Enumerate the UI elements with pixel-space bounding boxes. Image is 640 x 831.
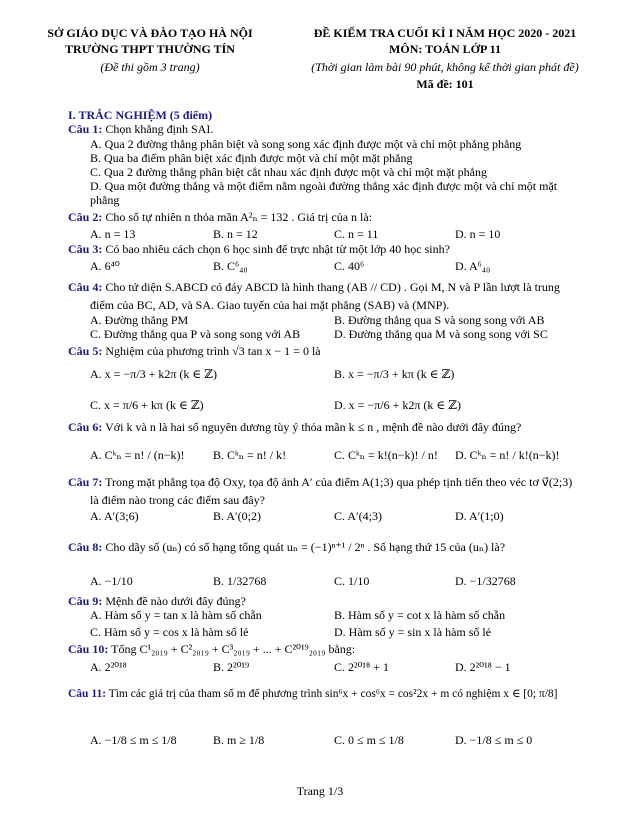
option-c: C. Đường thẳng qua P và song song với AB <box>90 327 301 341</box>
option-d: D. n = 10 <box>455 227 501 241</box>
option-d: D. −1/32768 <box>455 574 516 588</box>
option: D. Qua một đường thẳng và một điểm nằm ngoài đường thẳng xác định được một và chỉ một mặt <box>90 179 558 193</box>
question-7-line2: là điểm nào trong các điểm sau đây? <box>90 493 265 507</box>
option-a: A. Cᵏₙ = n! / (n−k)! <box>90 448 185 462</box>
question-text: Chọn khẳng định SAI. <box>105 122 214 136</box>
option-b: B. x = −π/3 + kπ (k ∈ ℤ) <box>334 367 455 381</box>
question-1 <box>68 122 213 137</box>
option-a: A. −1/10 <box>90 574 133 588</box>
question-label: Câu 3: <box>68 242 103 256</box>
question-text: Có bao nhiêu cách chọn 6 học sinh để trực nhật từ một lớp 40 học sinh? <box>105 242 450 256</box>
question-9 <box>68 594 246 609</box>
question-4-line2: điểm của BC, AD, và SA. Giao tuyến của hai mặt phẳng (SAB) và (MNP). <box>90 298 450 312</box>
option-b: B. 1/32768 <box>213 574 267 588</box>
question-label: Câu 2: <box>68 210 103 224</box>
page-footer: Trang 1/3 <box>296 784 344 798</box>
option-a: A. 6⁴⁰ <box>90 259 120 273</box>
option-b: B. 2²⁰¹⁹ <box>213 660 250 674</box>
option-d: D. 2²⁰¹⁸ − 1 <box>455 660 511 674</box>
option: C. Qua 2 đường thẳng phân biệt cắt nhau xác định được một và chỉ một mặt phẳng <box>90 165 487 179</box>
exam-title: ĐỀ KIỂM TRA CUỐI KÌ I NĂM HỌC 2020 - 2021 <box>313 26 577 40</box>
option-a: A. x = −π/3 + k2π (k ∈ ℤ) <box>90 367 218 381</box>
option: B. Qua ba điểm phân biệt xác định được một và chỉ một mặt phẳng <box>90 151 413 165</box>
question-text: Cho dãy số (uₙ) có số hạng tổng quát uₙ = (−1)ⁿ⁺¹ / 2ⁿ . Số hạng thứ 15 của (uₙ) là? <box>105 540 506 554</box>
question-text: Tổng C¹₂₀₁₉ + C²₂₀₁₉ + C³₂₀₁₉ + ... + C²⁰¹⁹₂₀₁₉ bằng: <box>111 642 356 656</box>
option-continuation: phẳng <box>90 193 120 207</box>
option-a: A. −1/8 ≤ m ≤ 1/8 <box>90 733 177 747</box>
question-11 <box>68 686 558 700</box>
option-d: D. Đường thẳng qua M và song song với SC <box>334 327 548 341</box>
option-c: C. A′(4;3) <box>334 509 382 523</box>
question-5 <box>68 344 321 359</box>
time-note: (Thời gian làm bài 90 phút, không kể thời gian phát đề) <box>311 60 579 74</box>
question-label: Câu 5: <box>68 344 103 358</box>
option-a: A. n = 13 <box>90 227 136 241</box>
question-3 <box>68 242 450 257</box>
question-text: Trong mặt phẳng tọa độ Oxy, tọa độ ảnh A′ của điểm A(1;3) qua phép tịnh tiến theo véc tơ v⃗(2;3) <box>105 475 573 489</box>
option-c: C. n = 11 <box>334 227 379 241</box>
question-4 <box>68 280 560 295</box>
option-c: C. x = π/6 + kπ (k ∈ ℤ) <box>90 398 204 412</box>
option-d: D. A′(1;0) <box>455 509 504 523</box>
question-label: Câu 11: <box>68 688 107 700</box>
option-b: B. A′(0;2) <box>213 509 261 523</box>
option: A. Qua 2 đường thẳng phân biệt và song song xác định được một và chỉ một phẳng phẳng <box>90 137 522 151</box>
option-b: B. C⁶₄₀ <box>213 259 248 273</box>
question-text: Cho tứ diện S.ABCD có đáy ABCD là hình thang (AB // CD) . Gọi M, N và P lần lượt là trung <box>105 280 560 294</box>
school-name: TRƯỜNG THPT THƯỜNG TÍN <box>65 42 235 56</box>
question-label: Câu 7: <box>68 475 103 489</box>
question-text: Tìm các giá trị của tham số m để phương trình sin⁶x + cos⁶x = cos²2x + m có nghiệm x ∈ [0; π/8] <box>108 688 558 700</box>
question-label: Câu 9: <box>68 594 103 608</box>
option-d: D. −1/8 ≤ m ≤ 0 <box>455 733 533 747</box>
option-d: D. Cᵏₙ = n! / k!(n−k)! <box>455 448 560 462</box>
option-b: B. Đường thẳng qua S và song song với AB <box>334 313 545 327</box>
option-d: D. A⁶₄₀ <box>455 259 491 273</box>
question-text: Mệnh đề nào dưới đây đúng? <box>105 594 246 608</box>
option-d: D. Hàm số y = sin x là hàm số lẻ <box>334 625 492 639</box>
question-label: Câu 1: <box>68 122 103 136</box>
question-text: Nghiệm của phương trình √3 tan x − 1 = 0 là <box>105 344 321 358</box>
option-c: C. 2²⁰¹⁸ + 1 <box>334 660 389 674</box>
question-8 <box>68 540 505 555</box>
question-label: Câu 8: <box>68 540 103 554</box>
option-a: A. 2²⁰¹⁸ <box>90 660 127 674</box>
question-text: Cho số tự nhiên n thỏa mãn A²ₙ = 132 . Giá trị của n là: <box>105 210 373 224</box>
question-2 <box>68 210 372 225</box>
question-label: Câu 6: <box>68 420 103 434</box>
school-department: SỞ GIÁO DỤC VÀ ĐÀO TẠO HÀ NỘI <box>47 26 253 40</box>
option-b: B. Cᵏₙ = n! / k! <box>213 448 287 462</box>
question-text: Với k và n là hai số nguyên dương tùy ý thỏa mãn k ≤ n , mệnh đề nào dưới đây đúng? <box>105 420 522 434</box>
page-count-note: (Đề thi gồm 3 trang) <box>100 60 200 74</box>
option-d: D. x = −π/6 + k2π (k ∈ ℤ) <box>334 398 462 412</box>
section-title: I. TRẮC NGHIỆM (5 điểm) <box>68 108 213 122</box>
question-6 <box>68 420 521 435</box>
option-a: A. Hàm số y = tan x là hàm số chẵn <box>90 608 262 622</box>
option-b: B. m ≥ 1/8 <box>213 733 265 747</box>
option-a: A. A′(3;6) <box>90 509 139 523</box>
option-c: C. 1/10 <box>334 574 370 588</box>
question-10 <box>68 642 355 657</box>
option-b: B. n = 12 <box>213 227 258 241</box>
option-c: C. 40⁶ <box>334 259 365 273</box>
option-a: A. Đường thẳng PM <box>90 313 189 327</box>
option-c: C. Cᵏₙ = k!(n−k)! / n! <box>334 448 438 462</box>
option-b: B. Hàm số y = cot x là hàm số chẵn <box>334 608 506 622</box>
question-7 <box>68 475 572 490</box>
subject-title: MÔN: TOÁN LỚP 11 <box>389 42 501 56</box>
question-label: Câu 10: <box>68 642 109 656</box>
exam-code: Mã đề: 101 <box>416 77 474 91</box>
option-c: C. 0 ≤ m ≤ 1/8 <box>334 733 404 747</box>
question-label: Câu 4: <box>68 280 103 294</box>
option-c: C. Hàm số y = cos x là hàm số lẻ <box>90 625 249 639</box>
